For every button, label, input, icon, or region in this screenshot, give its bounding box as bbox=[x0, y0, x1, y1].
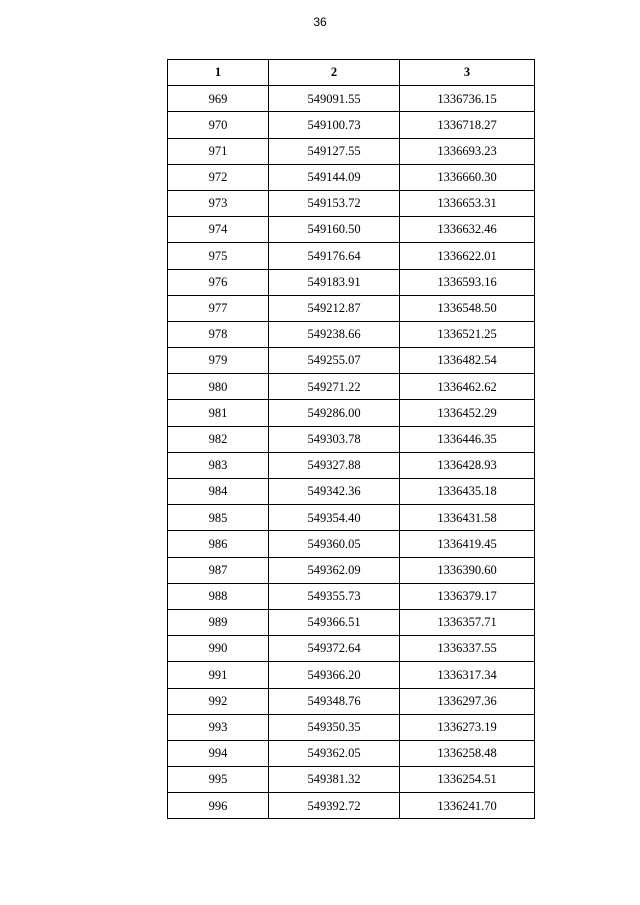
x-coordinate-cell: 549271.22 bbox=[269, 374, 400, 400]
table-row bbox=[168, 86, 535, 112]
table-row bbox=[168, 321, 535, 347]
table-row bbox=[168, 636, 535, 662]
table-row bbox=[168, 138, 535, 164]
x-coordinate-cell: 549350.35 bbox=[269, 714, 400, 740]
y-coordinate-cell: 1336390.60 bbox=[400, 557, 535, 583]
point-number-cell: 984 bbox=[168, 479, 269, 505]
y-coordinate-cell: 1336622.01 bbox=[400, 243, 535, 269]
point-number-cell: 981 bbox=[168, 400, 269, 426]
table-row bbox=[168, 348, 535, 374]
y-coordinate-cell: 1336521.25 bbox=[400, 321, 535, 347]
point-number-cell: 972 bbox=[168, 164, 269, 190]
table-row bbox=[168, 505, 535, 531]
x-coordinate-cell: 549127.55 bbox=[269, 138, 400, 164]
y-coordinate-cell: 1336428.93 bbox=[400, 452, 535, 478]
y-coordinate-cell: 1336337.55 bbox=[400, 636, 535, 662]
y-coordinate-cell: 1336431.58 bbox=[400, 505, 535, 531]
y-coordinate-cell: 1336452.29 bbox=[400, 400, 535, 426]
point-number-cell: 995 bbox=[168, 767, 269, 793]
x-coordinate-cell: 549354.40 bbox=[269, 505, 400, 531]
table-row bbox=[168, 740, 535, 766]
x-coordinate-cell: 549238.66 bbox=[269, 321, 400, 347]
point-number-cell: 974 bbox=[168, 217, 269, 243]
x-coordinate-cell: 549360.05 bbox=[269, 531, 400, 557]
x-coordinate-cell: 549366.51 bbox=[269, 609, 400, 635]
point-number-cell: 976 bbox=[168, 269, 269, 295]
point-number-cell: 989 bbox=[168, 609, 269, 635]
y-coordinate-cell: 1336357.71 bbox=[400, 609, 535, 635]
table-row bbox=[168, 243, 535, 269]
point-number-cell: 993 bbox=[168, 714, 269, 740]
point-number-cell: 991 bbox=[168, 662, 269, 688]
x-coordinate-cell: 549362.09 bbox=[269, 557, 400, 583]
x-coordinate-cell: 549381.32 bbox=[269, 767, 400, 793]
y-coordinate-cell: 1336548.50 bbox=[400, 295, 535, 321]
y-coordinate-cell: 1336419.45 bbox=[400, 531, 535, 557]
x-coordinate-cell: 549183.91 bbox=[269, 269, 400, 295]
y-coordinate-cell: 1336693.23 bbox=[400, 138, 535, 164]
column-header-1: 1 bbox=[168, 60, 269, 86]
y-coordinate-cell: 1336435.18 bbox=[400, 479, 535, 505]
table-row bbox=[168, 609, 535, 635]
point-number-cell: 994 bbox=[168, 740, 269, 766]
y-coordinate-cell: 1336446.35 bbox=[400, 426, 535, 452]
y-coordinate-cell: 1336254.51 bbox=[400, 767, 535, 793]
x-coordinate-cell: 549342.36 bbox=[269, 479, 400, 505]
table-body bbox=[168, 86, 535, 819]
y-coordinate-cell: 1336653.31 bbox=[400, 190, 535, 216]
point-number-cell: 987 bbox=[168, 557, 269, 583]
y-coordinate-cell: 1336273.19 bbox=[400, 714, 535, 740]
point-number-cell: 971 bbox=[168, 138, 269, 164]
table-row bbox=[168, 714, 535, 740]
point-number-cell: 979 bbox=[168, 348, 269, 374]
table-row bbox=[168, 452, 535, 478]
table-row bbox=[168, 164, 535, 190]
y-coordinate-cell: 1336660.30 bbox=[400, 164, 535, 190]
y-coordinate-cell: 1336462.62 bbox=[400, 374, 535, 400]
x-coordinate-cell: 549153.72 bbox=[269, 190, 400, 216]
table-row bbox=[168, 374, 535, 400]
table-header-row bbox=[168, 60, 535, 86]
point-number-cell: 978 bbox=[168, 321, 269, 347]
y-coordinate-cell: 1336297.36 bbox=[400, 688, 535, 714]
y-coordinate-cell: 1336736.15 bbox=[400, 86, 535, 112]
x-coordinate-cell: 549372.64 bbox=[269, 636, 400, 662]
column-header-3: 3 bbox=[400, 60, 535, 86]
table-row bbox=[168, 583, 535, 609]
point-number-cell: 980 bbox=[168, 374, 269, 400]
table-row bbox=[168, 688, 535, 714]
y-coordinate-cell: 1336317.34 bbox=[400, 662, 535, 688]
y-coordinate-cell: 1336632.46 bbox=[400, 217, 535, 243]
x-coordinate-cell: 549303.78 bbox=[269, 426, 400, 452]
x-coordinate-cell: 549160.50 bbox=[269, 217, 400, 243]
y-coordinate-cell: 1336482.54 bbox=[400, 348, 535, 374]
x-coordinate-cell: 549366.20 bbox=[269, 662, 400, 688]
page-number: 36 bbox=[313, 15, 327, 29]
table-row bbox=[168, 426, 535, 452]
table-row bbox=[168, 217, 535, 243]
table-header bbox=[168, 60, 535, 86]
y-coordinate-cell: 1336241.70 bbox=[400, 793, 535, 819]
x-coordinate-cell: 549286.00 bbox=[269, 400, 400, 426]
point-number-cell: 985 bbox=[168, 505, 269, 531]
point-number-cell: 992 bbox=[168, 688, 269, 714]
point-number-cell: 975 bbox=[168, 243, 269, 269]
table-row bbox=[168, 767, 535, 793]
x-coordinate-cell: 549362.05 bbox=[269, 740, 400, 766]
table-row bbox=[168, 793, 535, 819]
x-coordinate-cell: 549091.55 bbox=[269, 86, 400, 112]
x-coordinate-cell: 549144.09 bbox=[269, 164, 400, 190]
point-number-cell: 973 bbox=[168, 190, 269, 216]
x-coordinate-cell: 549348.76 bbox=[269, 688, 400, 714]
x-coordinate-cell: 549100.73 bbox=[269, 112, 400, 138]
x-coordinate-cell: 549176.64 bbox=[269, 243, 400, 269]
table-row bbox=[168, 269, 535, 295]
point-number-cell: 982 bbox=[168, 426, 269, 452]
coordinates-table bbox=[167, 59, 535, 819]
table-row bbox=[168, 295, 535, 321]
point-number-cell: 996 bbox=[168, 793, 269, 819]
y-coordinate-cell: 1336258.48 bbox=[400, 740, 535, 766]
table-row bbox=[168, 662, 535, 688]
table-row bbox=[168, 112, 535, 138]
x-coordinate-cell: 549212.87 bbox=[269, 295, 400, 321]
y-coordinate-cell: 1336593.16 bbox=[400, 269, 535, 295]
table-row bbox=[168, 531, 535, 557]
table-row bbox=[168, 557, 535, 583]
point-number-cell: 986 bbox=[168, 531, 269, 557]
point-number-cell: 990 bbox=[168, 636, 269, 662]
table-row bbox=[168, 479, 535, 505]
table-row bbox=[168, 400, 535, 426]
y-coordinate-cell: 1336379.17 bbox=[400, 583, 535, 609]
x-coordinate-cell: 549355.73 bbox=[269, 583, 400, 609]
x-coordinate-cell: 549255.07 bbox=[269, 348, 400, 374]
point-number-cell: 969 bbox=[168, 86, 269, 112]
y-coordinate-cell: 1336718.27 bbox=[400, 112, 535, 138]
x-coordinate-cell: 549327.88 bbox=[269, 452, 400, 478]
column-header-2: 2 bbox=[269, 60, 400, 86]
table-row bbox=[168, 190, 535, 216]
point-number-cell: 970 bbox=[168, 112, 269, 138]
point-number-cell: 977 bbox=[168, 295, 269, 321]
point-number-cell: 983 bbox=[168, 452, 269, 478]
x-coordinate-cell: 549392.72 bbox=[269, 793, 400, 819]
point-number-cell: 988 bbox=[168, 583, 269, 609]
